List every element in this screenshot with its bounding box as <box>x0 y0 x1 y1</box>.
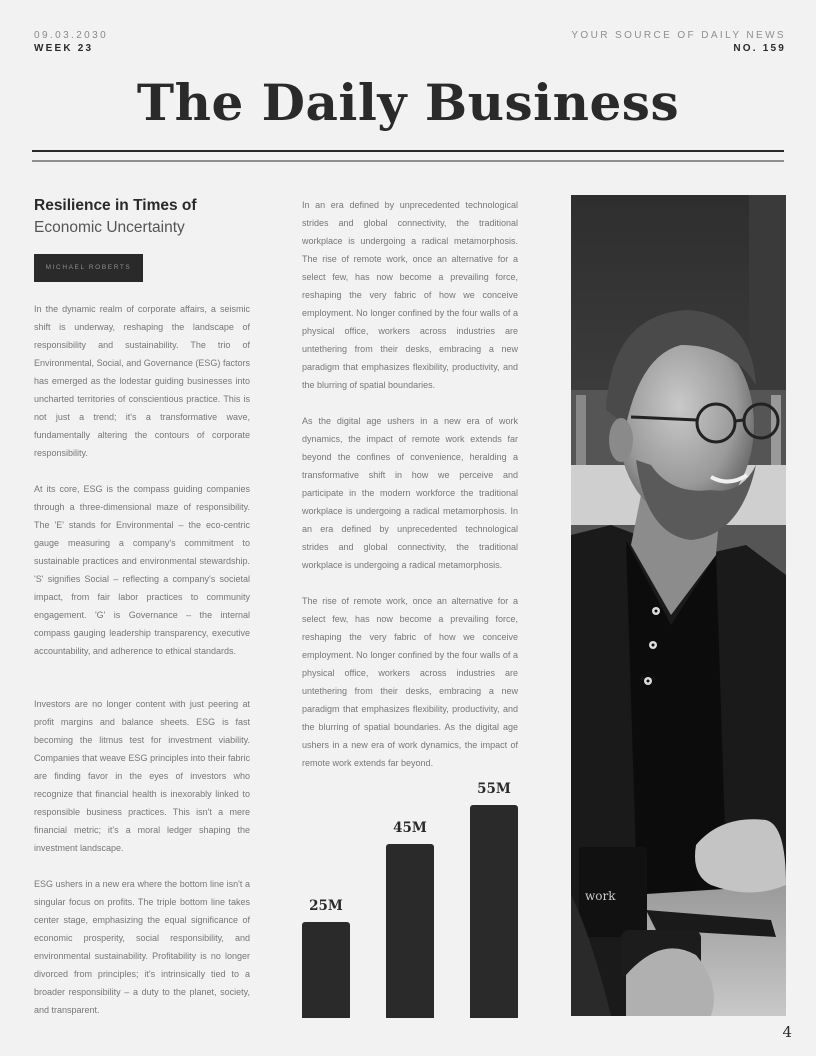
bar-2 <box>386 844 434 1018</box>
issue-number: NO. 159 <box>733 43 786 54</box>
page-number: 4 <box>782 1023 792 1041</box>
article-paragraph: The rise of remote work, once an alternative for a select few, has now become a prevailing force, reshaping the very fabric of how we conceive employment. No longer confined by the four walls of a physical office, workers across industries are untethering from their desks, embracing a new paradigm that emphasizes flexibility, productivity, and the blurring of spatial boundaries. As the digital age ushers in a new era of work dynamics, the impact of remote work extends far beyond. <box>302 596 518 768</box>
article-paragraph: As the digital age ushers in a new era of work dynamics, the impact of remote work extends far beyond the confines of convenience, heralding a transformative shift in how we perceive and participate in the modern workforce the traditional workplace is undergoing a radical metamorphosis. In an era defined by unprecedented technological strides and global connectivity, the traditional workplace is undergoing a radical metamorphosis. <box>302 416 518 570</box>
article-column-1 <box>34 195 250 1015</box>
article-paragraph: Investors are no longer content with just peering at profit margins and balance sheets. ESG is fast becoming the litmus test for investment viability. Companies that weave ESG principles into their fabric are finding favor in the eyes of investors who recognize that financial health is inexorably linked to responsible business practices. This isn't a mere financial metric; it's a moral ledger shaping the investment landscape. <box>34 699 250 853</box>
bar-3 <box>470 805 518 1018</box>
bar-value-label: 25M <box>309 898 343 914</box>
tagline: YOUR SOURCE OF DAILY NEWS <box>571 30 786 41</box>
masthead-divider-dark <box>32 150 784 152</box>
bar-value-label: 55M <box>477 781 511 797</box>
issue-week: WEEK 23 <box>34 43 94 54</box>
article-subheadline: Economic Uncertainty <box>34 219 185 236</box>
bar-1 <box>302 922 350 1018</box>
mug-text: work <box>585 889 616 903</box>
header-right <box>571 29 786 56</box>
article-photo <box>571 195 786 1016</box>
bar-value-label: 45M <box>393 820 427 836</box>
bar-chart <box>302 780 518 1018</box>
article-paragraph: In the dynamic realm of corporate affairs, a seismic shift is underway, reshaping the landscape of responsibility and sustainability. The trio of Environmental, Social, and Governance (ESG) factors has emerged as the lodestar guiding businesses into uncharted territories of conscientious practice. This is not just a trend; it's a transformative wave, fundamentally altering the contours of corporate responsibility. <box>34 304 250 458</box>
author-badge: MICHAEL ROBERTS <box>34 254 143 282</box>
article-paragraph: ESG ushers in a new era where the bottom line isn't a singular focus on profits. The triple bottom line takes center stage, emphasizing the equal significance of economic prosperity, social responsibility, and environmental sustainability. Profitability is no longer divorced from principles; it's intrinsically tied to a broader responsibility – a duty to the planet, society, and transparent. <box>34 879 250 1015</box>
article-headline: Resilience in Times of <box>34 197 197 214</box>
issue-date: 09.03.2030 <box>34 30 109 41</box>
masthead-title: The Daily Business <box>136 73 680 132</box>
header-left <box>34 29 108 56</box>
bar-group-2 <box>386 822 434 1018</box>
portrait-photo-illustration <box>571 195 786 1016</box>
bar-group-1 <box>302 900 350 1018</box>
bar-group-3 <box>470 783 518 1018</box>
article-paragraph: In an era defined by unprecedented technological strides and global connectivity, the traditional workplace is undergoing a radical metamorphosis. The rise of remote work, once an alternative for a select few, has now become a prevailing force, reshaping the very fabric of how we conceive employment. No longer confined by the four walls of a physical office, workers across industries are untethering from their desks, embracing a new paradigm that emphasizes flexibility, productivity, and the blurring of spatial boundaries. <box>302 200 518 390</box>
article-paragraph: At its core, ESG is the compass guiding companies through a three-dimensional maze of responsibility. The 'E' stands for Environmental – the eco-centric gauge measuring a company's commitment to sustainable practices and environmental stewardship. 'S' signifies Social – reflecting a company's societal impact, from fair labor practices to community engagement. 'G' is Governance – the internal compass gauging leadership transparency, executive accountability, and adherence to ethical standards. <box>34 484 250 656</box>
masthead-divider-light <box>32 160 784 162</box>
